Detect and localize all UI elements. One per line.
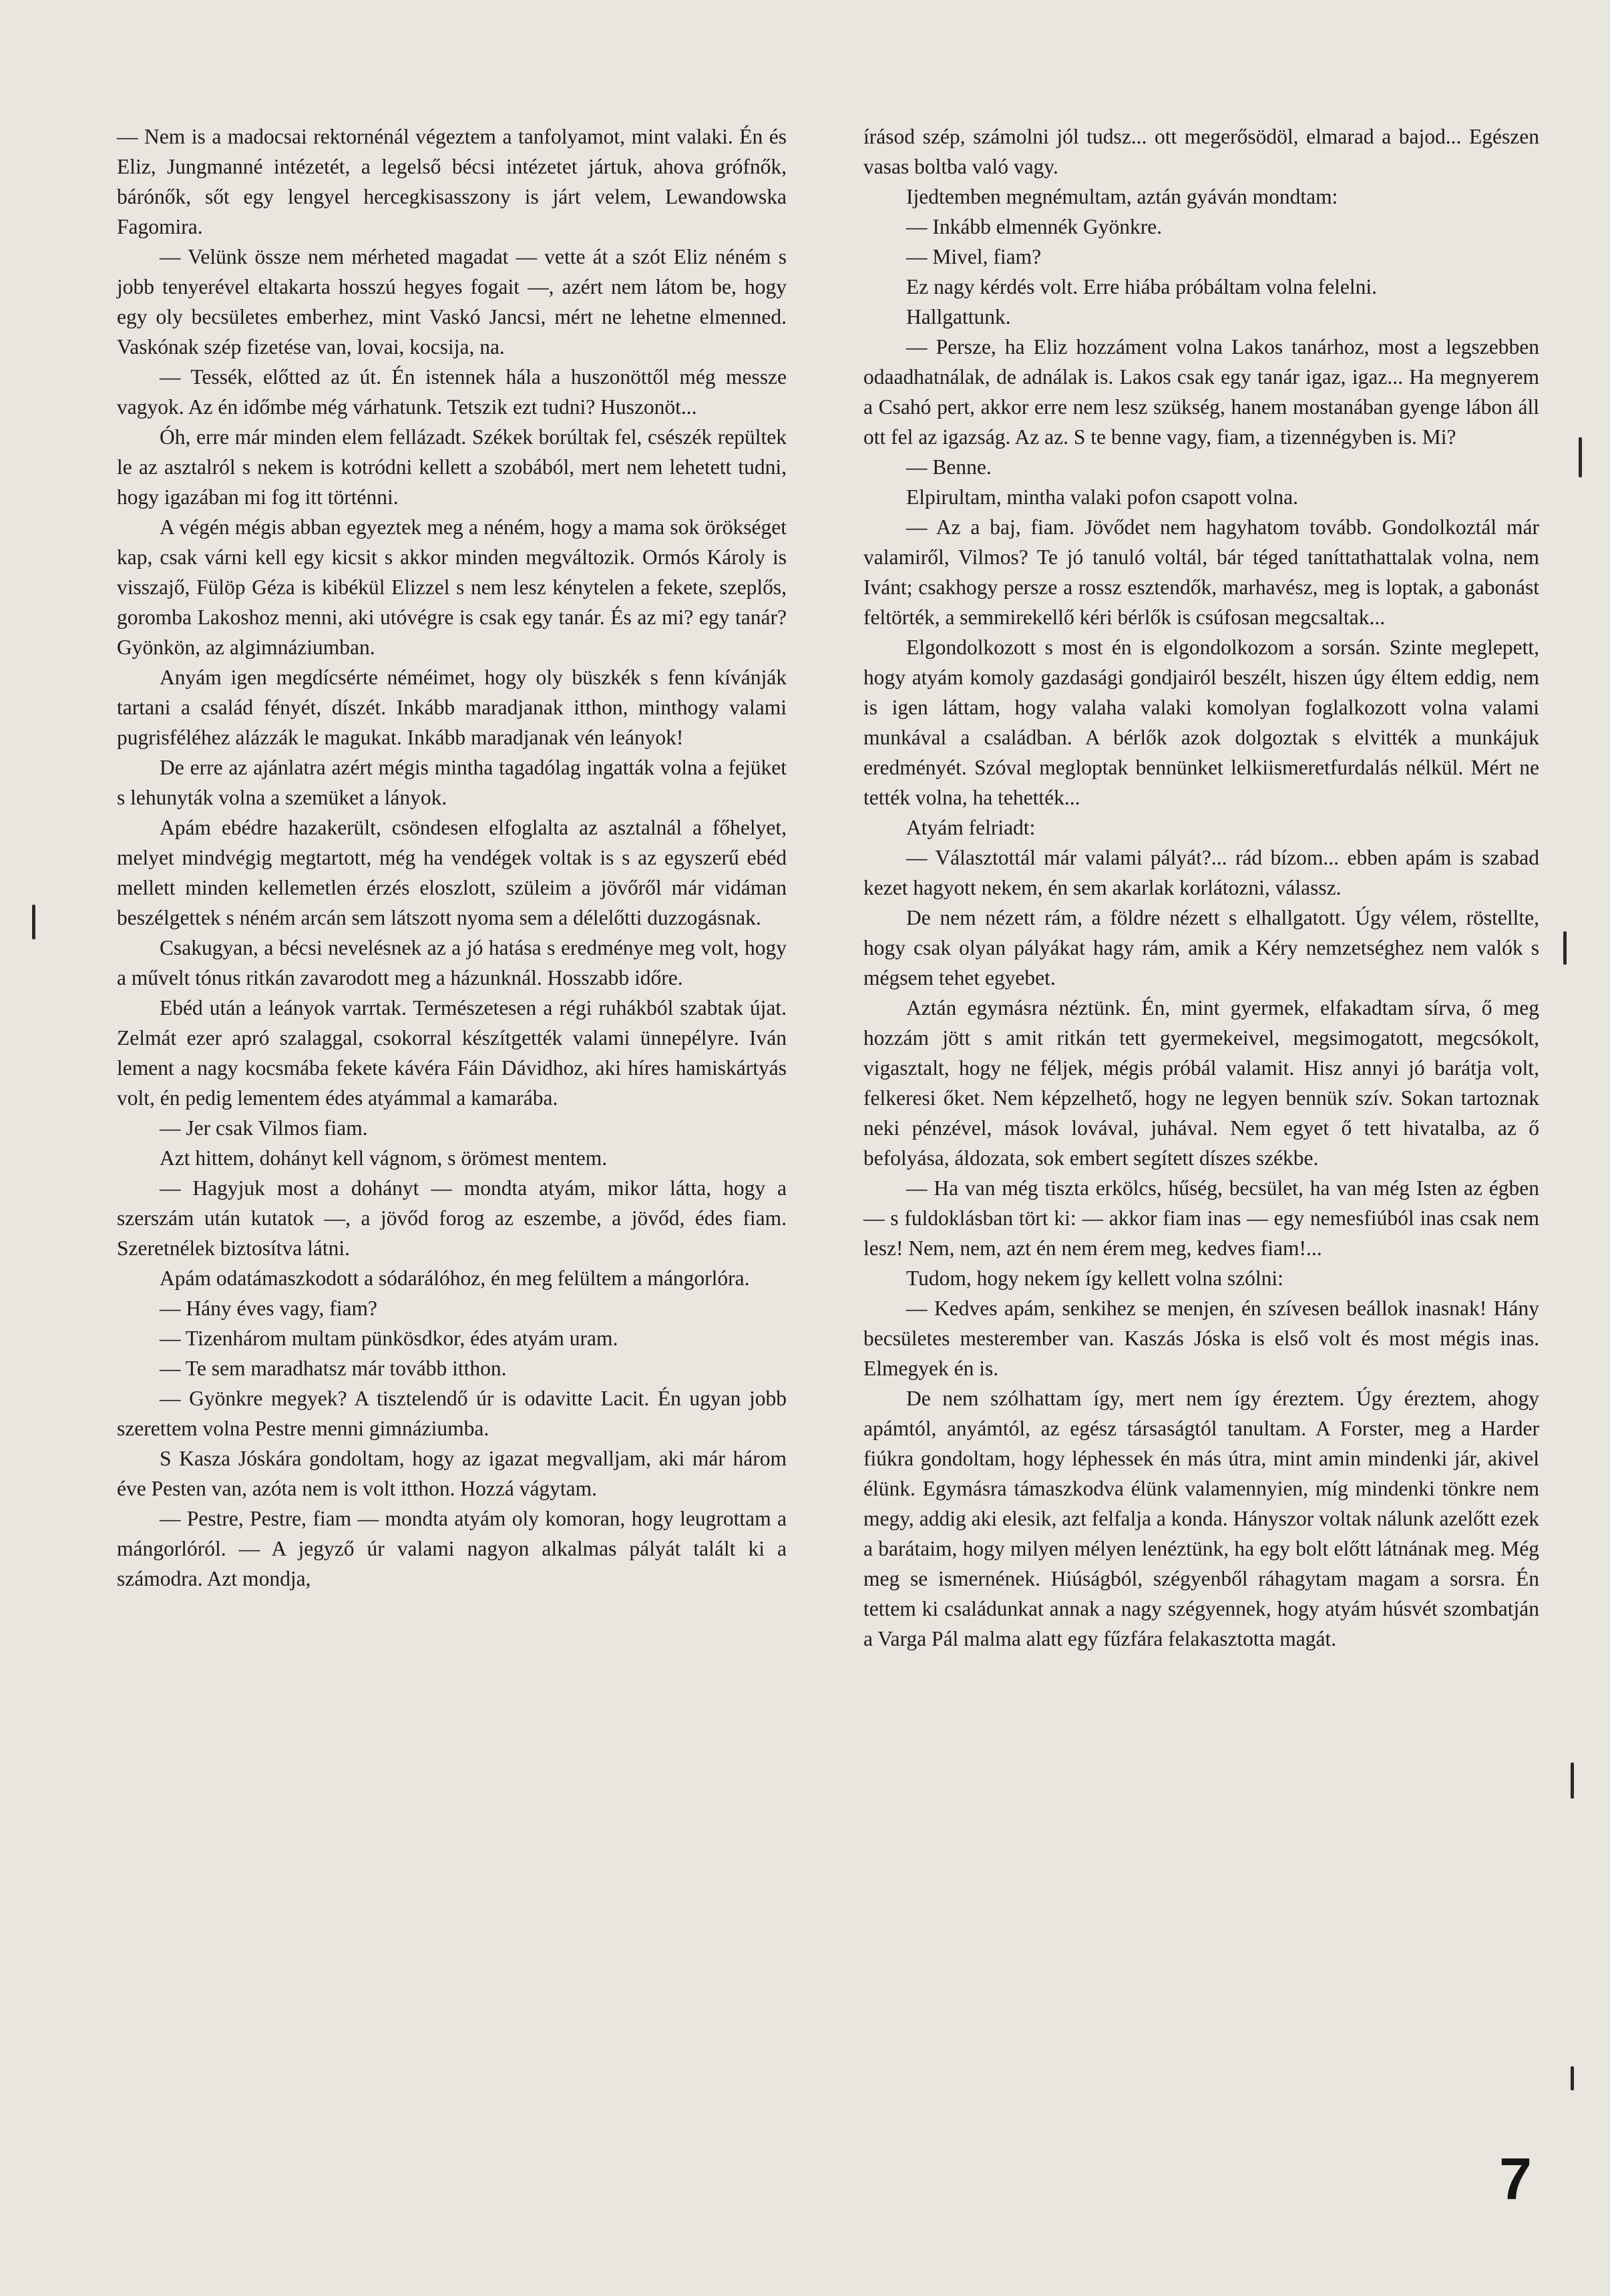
paragraph: Ijedtemben megnémultam, aztán gyáván mondtam: — [906, 185, 1338, 208]
paragraph: — Az a baj, fiam. Jövődet nem hagyhatom tovább. Gondolkoztál már valamiről, Vilmos? Te jó tanuló voltál, bár téged taníttathattalak volna, nem Ivánt; csakhogy persze a rossz esztendők, marhavész, meg is loptak, a gabonást feltörték, a semmirekellő kéri bérlők is csúfosan megcsaltak... — [863, 515, 1539, 629]
paragraph: Azt hittem, dohányt kell vágnom, s örömest mentem. — [160, 1146, 608, 1170]
paragraph: — Ha van még tiszta erkölcs, hűség, becsület, ha van még Isten az égben — s fuldoklásban tört ki: — akkor fiam inas — egy nemesfiúból inas csak nem lesz! Nem, nem, azt én nem érem meg, kedves fiam!... — [863, 1176, 1539, 1260]
paragraph: A végén mégis abban egyeztek meg a néném, hogy a mama sok örökséget kap, csak várni kell egy kicsit s akkor minden megváltozik. Ormós Károly is visszajő, Fülöp Géza is kibékül Elizzel s nem lesz kénytelen a fekete, szeplős, goromba Lakoshoz menni, aki utóvégre is csak egy tanár. És az mi? egy tanár? Gyönkön, az algimnáziumban. — [117, 515, 787, 659]
paragraph: — Nem is a madocsai rektornénál végeztem a tanfolyamot, mint valaki. Én és Eliz, Jungmanné intézetét, a legelső bécsi intézetet jártuk, ahova grófnők, bárónők, sőt egy lengyel hercegkisasszony is járt velem, Lewandowska Fagomira. — [117, 125, 787, 238]
text-column-left — [117, 122, 787, 1594]
paragraph: — Kedves apám, senkihez se menjen, én szívesen beállok inasnak! Hány becsületes mesterember van. Kaszás Jóska is első volt és most mégis inas. Elmegyek én is. — [863, 1297, 1539, 1380]
paragraph: Tudom, hogy nekem így kellett volna szólni: — [906, 1267, 1283, 1290]
paragraph: — Velünk össze nem mérheted magadat — vette át a szót Eliz néném s jobb tenyerével eltakarta hosszú hegyes fogait —, azért nem látom be, hogy egy oly becsületes emberhez, mint Vaskó Jancsi, mért ne lehetne elmenned. Vaskónak szép fizetése van, lovai, kocsija, na. — [117, 245, 787, 359]
paragraph: — Mivel, fiam? — [906, 245, 1042, 268]
paragraph: De nem nézett rám, a földre nézett s elhallgatott. Úgy vélem, röstellte, hogy csak olyan pályákat hagy rám, amik a Kéry nemzetséghez nem valók s mégsem tehet egyebet. — [863, 906, 1539, 989]
paragraph: Apám odatámaszkodott a sódarálóhoz, én meg felültem a mángorlóra. — [160, 1267, 750, 1290]
paragraph: Elgondolkozott s most én is elgondolkozom a sorsán. Szinte meglepett, hogy atyám komoly gazdasági gondjairól beszélt, hiszen úgy éltem eddig, nem is igen láttam, hogy valaha valaki komolyan foglalkozott volna valami munkával a családban. A bérlők azok dolgoztak s elvitték a munkájuk eredményét. Szóval megloptak bennünket lelkiismeretfurdalás nélkül. Mért ne tették volna, ha tehették... — [863, 636, 1539, 809]
text-column-right — [863, 122, 1539, 1654]
paragraph: — Tessék, előtted az út. Én istennek hála a huszonöttől még messze vagyok. Az én időmbe még várhatunk. Tetszik ezt tudni? Huszonöt... — [117, 365, 787, 419]
paragraph: S Kasza Jóskára gondoltam, hogy az igazat megvalljam, aki már három éve Pesten van, azóta nem is volt itthon. Hozzá vágytam. — [117, 1447, 787, 1500]
paragraph: — Hagyjuk most a dohányt — mondta atyám, mikor látta, hogy a szerszám után kutatok —, a jövőd forog az eszembe, a jövőd, édes fiam. Szeretnélek biztosítva látni. — [117, 1176, 787, 1260]
paragraph: Csakugyan, a bécsi nevelésnek az a jó hatása s eredménye meg volt, hogy a művelt tónus ritkán zavarodott meg a házunknál. Hosszabb időre. — [117, 936, 787, 989]
paragraph: Anyám igen megdícsérte néméimet, hogy oly büszkék s fenn kívánják tartani a család fényét, díszét. Inkább maradjanak itthon, minthogy valami pugrisféléhez alázzák le magukat. Inkább maradjanak vén leányok! — [117, 666, 787, 749]
paragraph: Apám ebédre hazakerült, csöndesen elfoglalta az asztalnál a főhelyet, melyet mindvégig megtartott, még ha vendégek voltak is s az egyszerű ebéd mellett minden kellemetlen érzés eloszlott, szüleim a jövőről már vidáman beszélgettek s néném arcán sem látszott nyoma sem a délelőtti duzzogásnak. — [117, 816, 787, 929]
page-number: 7 — [1499, 2146, 1532, 2212]
scan-mark — [1571, 2066, 1574, 2090]
paragraph: Ez nagy kérdés volt. Erre hiába próbáltam volna felelni. — [906, 275, 1377, 298]
paragraph: — Tizenhárom multam pünkösdkor, édes atyám uram. — [160, 1327, 618, 1350]
paragraph: Ebéd után a leányok varrtak. Természetesen a régi ruhákból szabtak újat. Zelmát ezer apró szalaggal, csokorral készítgették valami ünnepélyre. Iván lement a nagy kocsmába fekete kávéra Fáin Dávidhoz, aki híres hamiskártyás volt, én pedig lementem édes atyámmal a kamarába. — [117, 996, 787, 1110]
paragraph: Elpirultam, mintha valaki pofon csapott volna. — [906, 485, 1298, 509]
scan-mark — [1579, 437, 1582, 477]
paragraph: írásod szép, számolni jól tudsz... ott megerősödöl, elmarad a bajod... Egészen vasas boltba való vagy. — [863, 125, 1539, 178]
paragraph: — Benne. — [906, 455, 992, 479]
paragraph: — Választottál már valami pályát?... rád bízom... ebben apám is szabad kezet hagyott nekem, én sem akarlak korlátozni, válassz. — [863, 846, 1539, 899]
paragraph: — Hány éves vagy, fiam? — [160, 1297, 377, 1320]
paragraph: Hallgattunk. — [906, 305, 1011, 328]
paragraph: — Pestre, Pestre, fiam — mondta atyám oly komoran, hogy leugrottam a mángorlóról. — A jegyző úr valami nagyon alkalmas pályát talált ki a számodra. Azt mondja, — [117, 1507, 787, 1590]
scan-mark — [32, 905, 35, 939]
paragraph: De nem szólhattam így, mert nem így éreztem. Úgy éreztem, ahogy apámtól, anyámtól, az egész társaságtól tanultam. A Forster, meg a Harder fiúkra gondoltam, hogy léphessek én más útra, mint amin mindenki jár, akivel élünk. Egymásra támaszkodva élünk valamennyien, míg mindenki tönkre nem megy, addig aki elesik, azt felfalja a konda. Hányszor voltak nálunk azelőtt ezek a barátaim, hogy milyen mélyen lenéztünk, ha egy bolt előtt látnának meg. Még meg se ismernének. Hiúságból, szégyenből ráhagytam magam a sorsra. Én tettem ki családunkat annak a nagy szégyennek, hogy atyám húsvét szombatján a Varga Pál malma alatt egy fűzfára felakasztotta magát. — [863, 1387, 1539, 1650]
paragraph: Atyám felriadt: — [906, 816, 1036, 839]
paragraph: — Persze, ha Eliz hozzáment volna Lakos tanárhoz, most a legszebben odaadhatnálak, de adnálak is. Lakos csak egy tanár igaz, igaz... Ha megnyerem a Csahó pert, akkor erre nem lesz szükség, hanem mostanában gyenge lábon áll ott fel az igazság. Az az. S te benne vagy, fiam, a tizennégyben is. Mi? — [863, 335, 1539, 449]
paragraph: De erre az ajánlatra azért mégis mintha tagadólag ingatták volna a fejüket s lehunyták volna a szemüket a lányok. — [117, 756, 787, 809]
scan-mark — [1571, 1763, 1574, 1799]
paragraph: — Te sem maradhatsz már tovább itthon. — [160, 1357, 507, 1380]
paragraph: Óh, erre már minden elem fellázadt. Székek borúltak fel, csészék repültek le az asztalról s nekem is kotródni kellett a szobából, mert nem lehetett tudni, hogy igazában mi fog itt történni. — [117, 425, 787, 509]
paragraph: — Gyönkre megyek? A tisztelendő úr is odavitte Lacit. Én ugyan jobb szerettem volna Pestre menni gimnáziumba. — [117, 1387, 787, 1440]
paragraph: — Jer csak Vilmos fiam. — [160, 1116, 368, 1140]
paragraph: — Inkább elmennék Gyönkre. — [906, 215, 1163, 238]
paragraph: Aztán egymásra néztünk. Én, mint gyermek, elfakadtam sírva, ő meg hozzám jött s amit ritkán tett gyermekeivel, megsimogatott, megcsókolt, vigasztalt, hogy ne féljek, mégis próbál valamit. Hisz annyi jó barátja volt, felkeresi őket. Nem képzelhető, hogy ne legyen bennük szív. Sokan tartoznak neki pénzével, mások lovával, juhával. Nem egyet ő tett hivatalba, az ő befolyása, áldozata, sok embert segített díszes székbe. — [863, 996, 1539, 1170]
scan-mark — [1563, 931, 1567, 965]
